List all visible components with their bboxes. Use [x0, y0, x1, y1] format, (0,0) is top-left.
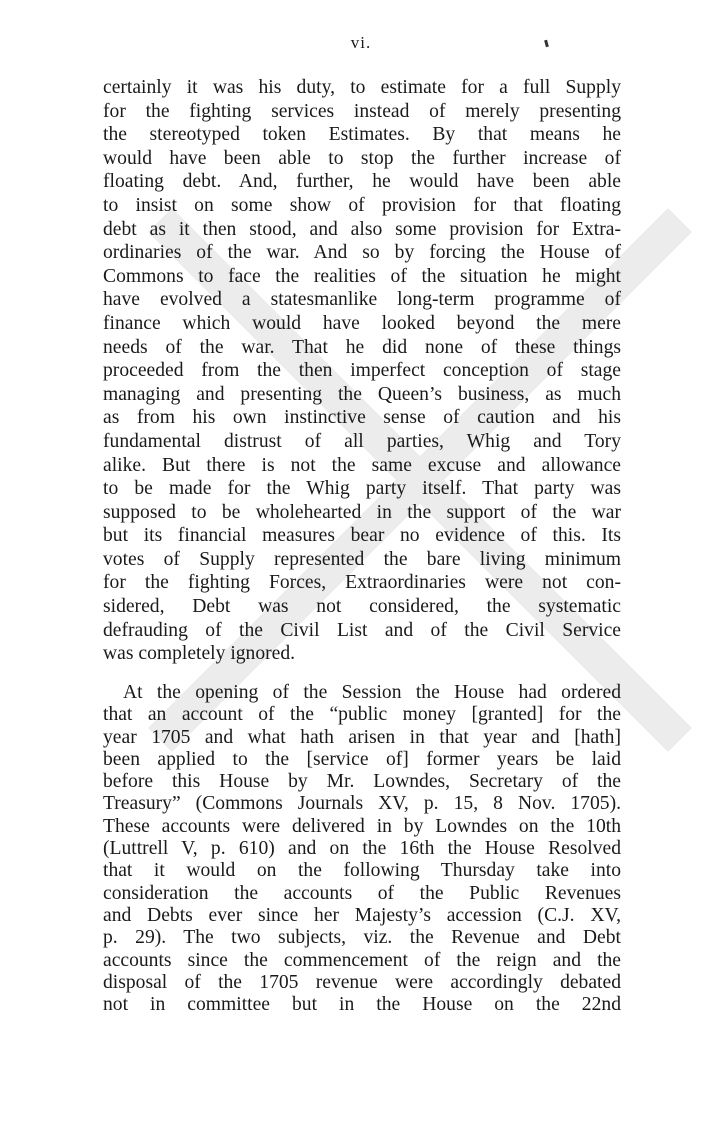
paragraph-1 [103, 76, 621, 666]
text-line: been applied to the [service of] former years be laid [103, 748, 621, 770]
text-line: floating debt. And, further, he would have been able [103, 171, 621, 193]
text-line: needs of the war. That he did none of these things [103, 336, 621, 358]
text-line: not in committee but in the House on the 22nd [103, 994, 621, 1016]
page-number: vi. [350, 33, 372, 52]
text-line: year 1705 and what hath arisen in that year and [hath] [103, 726, 621, 748]
text-line: disposal of the 1705 revenue were accordingly debated [103, 971, 621, 993]
text-line: certainly it was his duty, to estimate for a full Supply [103, 77, 621, 98]
text-line: would have been able to stop the further increase of [103, 147, 621, 169]
text-line: as from his own instinctive sense of caution and his [103, 407, 621, 429]
text-line: Treasury” (Commons Journals XV, p. 15, 8 Nov. 1705). [103, 793, 621, 815]
text-line: consideration the accounts of the Public Revenues [103, 882, 621, 904]
text-line: and Debts ever since her Majesty’s accession (C.J. XV, [103, 904, 621, 926]
text-line: At the opening of the Session the House had ordered [123, 682, 621, 703]
text-line: to insist on some show of provision for that floating [103, 194, 621, 216]
text-line: finance which would have looked beyond the mere [103, 312, 621, 334]
text-line: managing and presenting the Queen’s business, as much [103, 383, 621, 405]
text-line: have evolved a statesmanlike long-term programme of [103, 289, 621, 311]
text-line: before this House by Mr. Lowndes, Secretary of the [103, 771, 621, 793]
text-line: but its financial measures bear no evidence of this. Its [103, 525, 621, 547]
text-line: to be made for the Whig party itself. That party was [103, 478, 621, 500]
text-line: the stereotyped token Estimates. By that means he [103, 124, 621, 146]
text-line: for the fighting Forces, Extraordinaries were not con- [103, 572, 621, 594]
text-line: was completely ignored. [103, 643, 296, 665]
text-line: Commons to face the realities of the situation he might [103, 265, 621, 287]
text-line: ordinaries of the war. And so by forcing the House of [103, 242, 621, 264]
text-line: fundamental distrust of all parties, Whig and Tory [103, 430, 621, 452]
text-line: votes of Supply represented the bare living minimum [103, 548, 621, 570]
text-line: proceeded from the then imperfect conception of stage [103, 360, 621, 382]
text-line: (Luttrell V, p. 610) and on the 16th the House Resolved [103, 838, 621, 860]
text-line: that an account of the “public money [granted] for the [103, 704, 621, 726]
text-line: accounts since the commencement of the reign and the [103, 949, 621, 971]
text-line: sidered, Debt was not considered, the systematic [103, 596, 621, 618]
text-line: These accounts were delivered in by Lowndes on the 10th [103, 815, 621, 837]
text-line: p. 29). The two subjects, viz. the Revenue and Debt [103, 927, 621, 949]
paragraph-2 [103, 682, 621, 1016]
text-line: that it would on the following Thursday take into [103, 860, 621, 882]
text-line: debt as it then stood, and also some provision for Extra- [103, 218, 621, 240]
text-line: for the fighting services instead of merely presenting [103, 100, 621, 122]
text-line: supposed to be wholehearted in the support of the war [103, 501, 621, 523]
text-line: alike. But there is not the same excuse and allowance [103, 454, 621, 476]
text-line: defrauding of the Civil List and of the Civil Service [103, 619, 621, 641]
